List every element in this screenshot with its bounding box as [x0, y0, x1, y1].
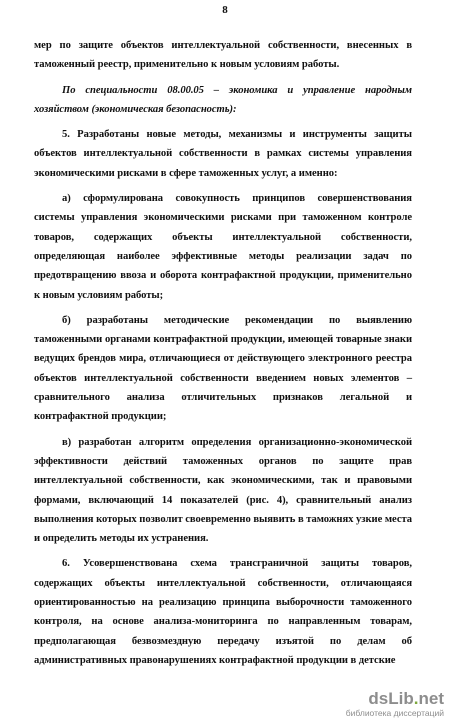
paragraph-item-5b: б) разработаны методические рекомендации по выявлению таможенными органами контрафактной продукции, имеющей товарные знаки ведущих брендов мира, отличающиеся от действующего электронного реестра объектов интеллектуальной собственности введением новых элементов – сравнительного анализа отличительных признаков легальной и контрафактной продукции; — [34, 314, 412, 423]
watermark-logo-text — [346, 690, 444, 708]
paragraph-item-5c: в) разработан алгоритм определения организационно-экономической эффективности действий таможенных органов по защите прав интеллектуальной собственности, как экономическими, так и правовыми формами, включающий 14 показателей (рис. 4), сравнительный анализ выполнения которых позволит своевременно выявить в таможнях узкие места и определить методы их устранения. — [34, 436, 412, 545]
page-number: 8 — [222, 4, 228, 16]
watermark-logo — [346, 690, 444, 718]
body-text — [34, 36, 412, 670]
watermark-logo-tld: net — [418, 689, 444, 708]
watermark-subtitle: библиотека диссертаций — [345, 708, 444, 718]
paragraph-item-5: 5. Разработаны новые методы, механизмы и инструменты защиты объектов интеллектуальной собственности в рамках системы управления экономическими рисками в сфере таможенных услуг, а именно: — [34, 129, 412, 179]
paragraph-item-5a: а) сформулирована совокупность принципов совершенствования системы управления экономическими рисками при таможенном контроле товаров, содержащих объекты интеллектуальной собственности, определяющая наиболее эффективные методы реализации задач по предотвращению ввоза и оборота контрафактной продукции, применительно к новым условиям работы; — [34, 193, 412, 301]
watermark-logo-main: dsLib — [368, 689, 414, 708]
watermark-logo-dot: . — [413, 689, 419, 708]
specialty-heading: По специальности 08.00.05 – экономика и управление народным хозяйством (экономическая безопасность): — [34, 84, 412, 115]
paragraph-continuation: мер по защите объектов интеллектуальной собственности, внесенных в таможенный реестр, применительно к новым условиям работы. — [34, 40, 412, 71]
paragraph-item-6: 6. Усовершенствована схема трансграничной защиты товаров, содержащих объекты интеллектуальной собственности, отличающаяся ориентированностью на реализацию принципа выборочности таможенного контроля, на основе анализа-мониторинга по направленным товарам, предполагающая безвозмездную передачу изъятой по делам об административных правонарушениях контрафактной продукции в детские — [34, 558, 412, 666]
